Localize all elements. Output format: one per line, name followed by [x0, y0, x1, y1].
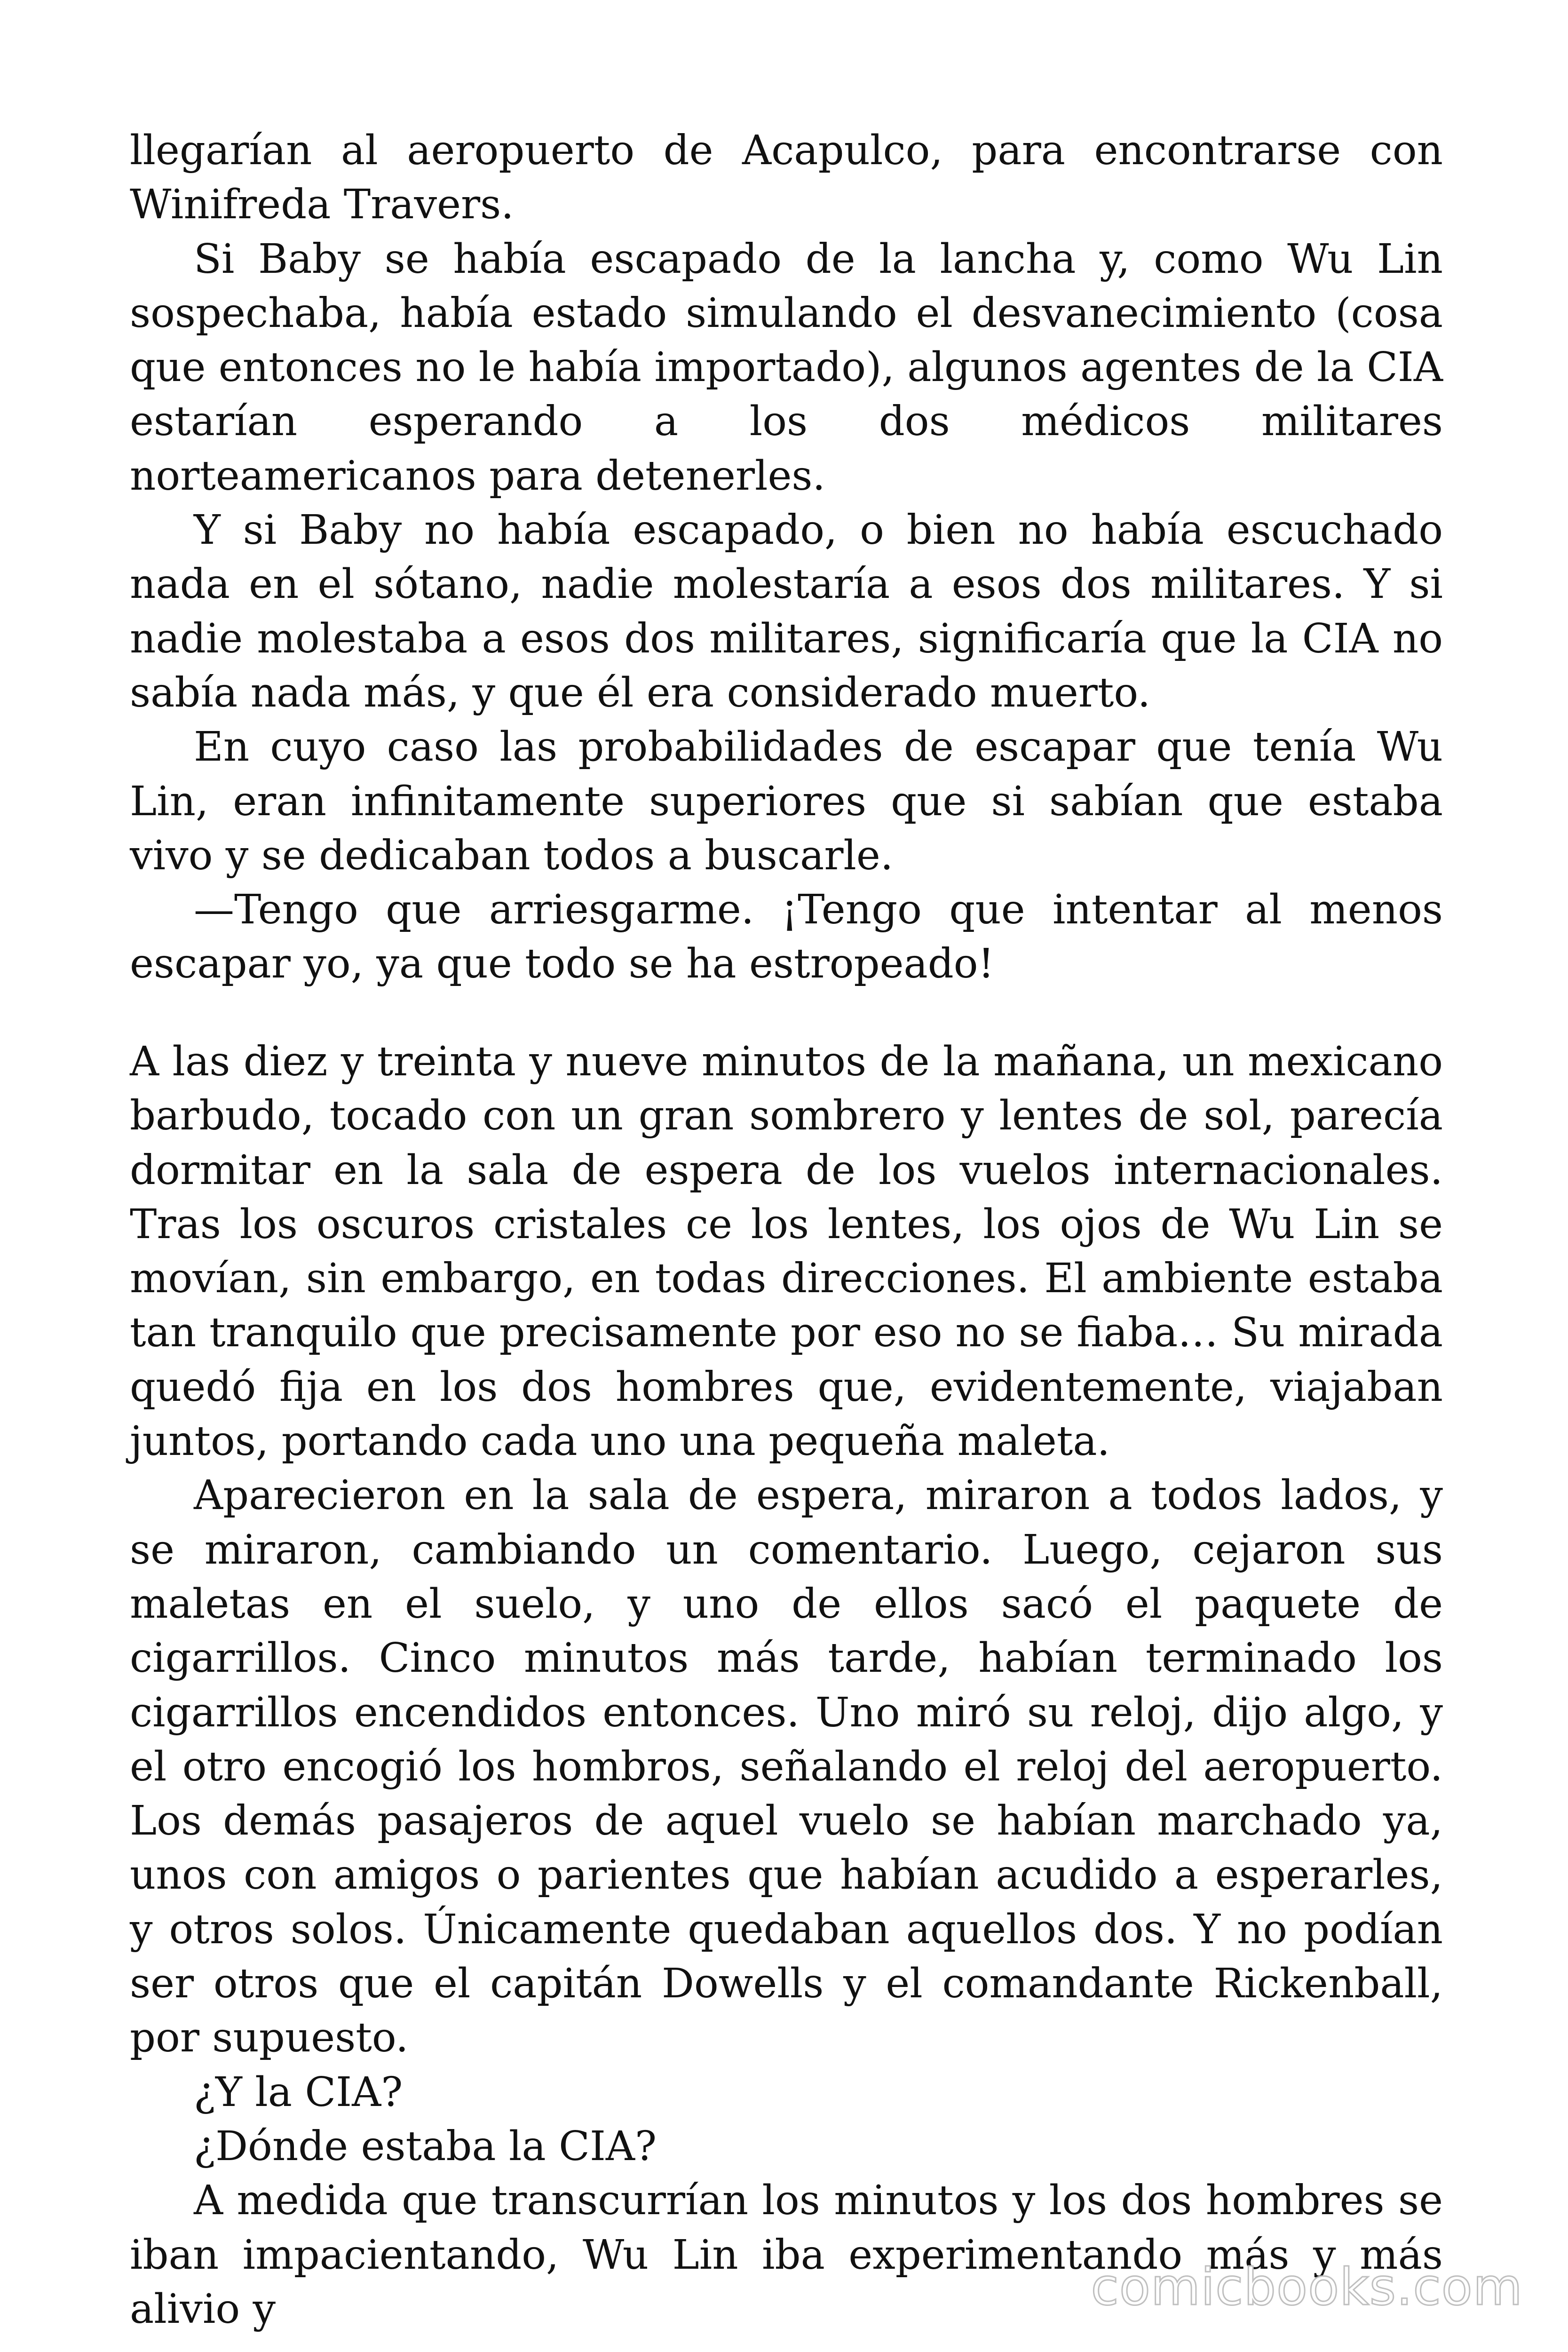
text-section-2	[130, 1035, 1443, 2336]
paragraph: ¿Dónde estaba la CIA?	[194, 2122, 657, 2170]
paragraph: A medida que transcurrían los minutos y los dos hombres se iban impacientando, Wu Lin iba experimentando más y más alivio y	[130, 2177, 1443, 2333]
paragraph: ¿Y la CIA?	[194, 2068, 403, 2116]
paragraph: Si Baby se había escapado de la lancha y, como Wu Lin sospechaba, había estado simulando el desvanecimiento (cosa que entonces no le había importado), algunos agentes de la CIA estarían esperando a los dos médicos militares norteamericanos para detenerles.	[130, 235, 1443, 500]
paragraph: En cuyo caso las probabilidades de escapar que tenía Wu Lin, eran infinitamente superiores que si sabían que estaba vivo y se dedicaban todos a buscarle.	[130, 723, 1443, 879]
paragraph: Aparecieron en la sala de espera, miraron a todos lados, y se miraron, cambiando un comentario. Luego, cejaron sus maletas en el suelo, y uno de ellos sacó el paquete de cigarrillos. Cinco minutos más tarde, habían terminado los cigarrillos encendidos entonces. Uno miró su reloj, dijo algo, y el otro encogió los hombros, señalando el reloj del aeropuerto. Los demás pasajeros de aquel vuelo se habían marchado ya, unos con amigos o parientes que habían acudido a esperarles, y otros solos. Únicamente quedaban aquellos dos. Y no podían ser otros que el capitán Dowells y el comandante Rickenball, por supuesto.	[130, 1472, 1443, 2062]
paragraph: A las diez y treinta y nueve minutos de la mañana, un mexicano barbudo, tocado con un gran sombrero y lentes de sol, parecía dormitar en la sala de espera de los vuelos internacionales. Tras los oscuros cristales ce los lentes, los ojos de Wu Lin se movían, sin embargo, en todas direcciones. El ambiente estaba tan tranquilo que precisamente por eso no se fiaba… Su mirada quedó fija en los dos hombres que, evidentemente, viajaban juntos, portando cada uno una pequeña maleta.	[130, 1038, 1443, 1465]
watermark: comicbooks.com	[1091, 2258, 1523, 2317]
paragraph: Y si Baby no había escapado, o bien no había escuchado nada en el sótano, nadie molestaría a esos dos militares. Y si nadie molestaba a esos dos militares, significaría que la CIA no sabía nada más, y que él era considerado muerto.	[130, 507, 1443, 716]
paragraph: llegarían al aeropuerto de Acapulco, para encontrarse con Winifreda Travers.	[130, 127, 1443, 229]
text-section-1	[130, 124, 1443, 992]
dialogue-paragraph: —Tengo que arriesgarme. ¡Tengo que intentar al menos escapar yo, ya que todo se ha estropeado!	[130, 886, 1443, 988]
